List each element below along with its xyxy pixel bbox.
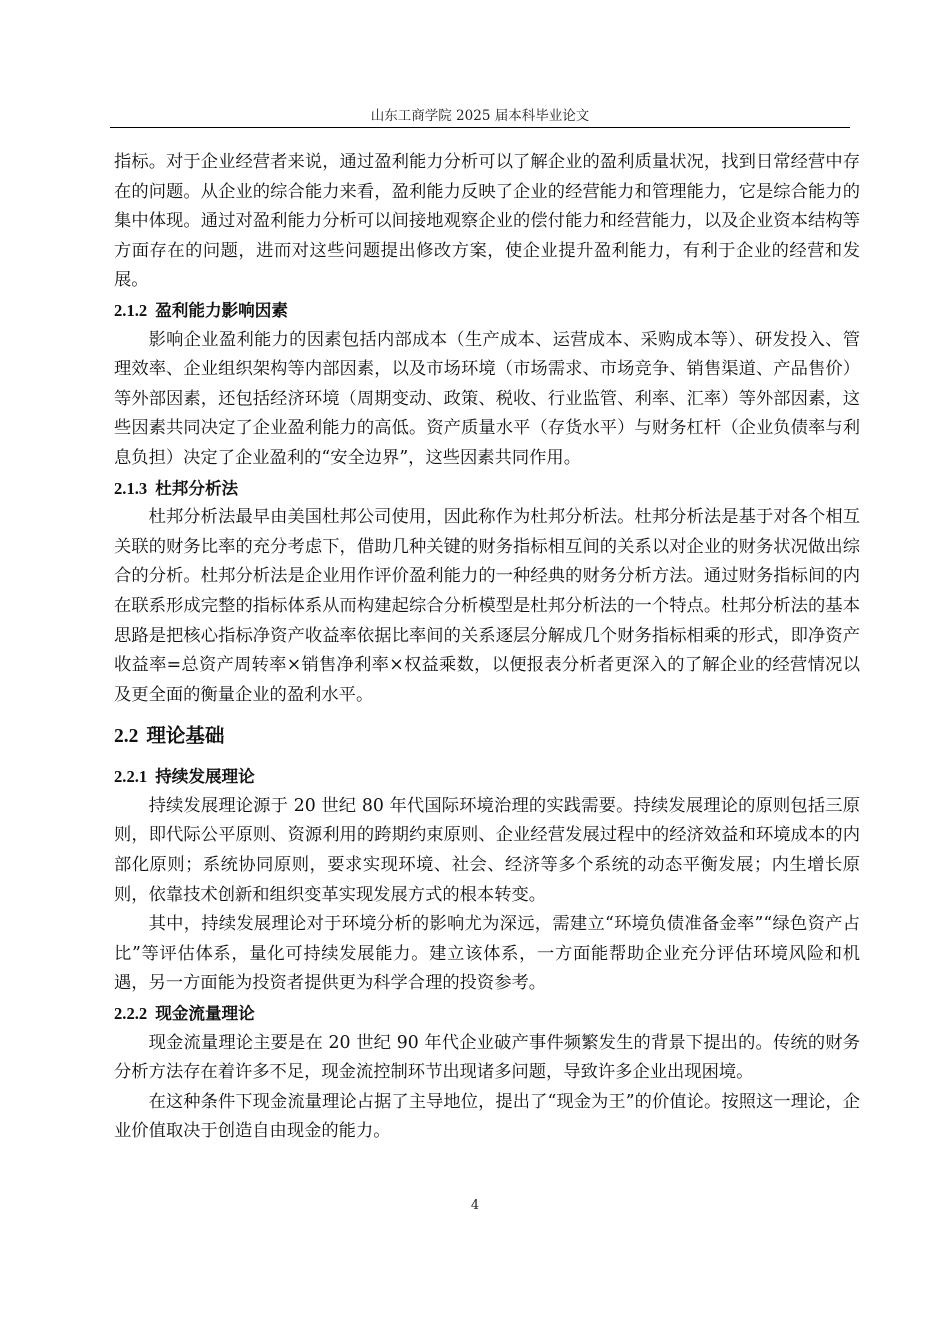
section-number: 2.1.3 — [114, 478, 148, 498]
paragraph: 杜邦分析法最早由美国杜邦公司使用，因此称作为杜邦分析法。杜邦分析法是基于对各个相互关联的财务比率的充分考虑下，借助几种关键的财务指标相互间的关系以对企业的财务状况做出综合的分析。杜邦分析法是企业用作评价盈利能力的一种经典的财务分析方法。通过财务指标间的内在联系形成完整的指标体系从而构建起综合分析模型是杜邦分析法的一个特点。杜邦分析法的基本思路是把核心指标净资产收益率依据比率间的关系逐层分解成几个财务指标相乘的形式，即净资产收益率=总资产周转率×销售净利率×权益乘数，以便报表分析者更深入的了解企业的经营情况以及更全面的衡量企业的盈利水平。 — [114, 507, 860, 705]
paragraph: 指标。对于企业经营者来说，通过盈利能力分析可以了解企业的盈利质量状况，找到日常经营中存在的问题。从企业的综合能力来看，盈利能力反映了企业的经营能力和管理能力，它是综合能力的集中体现。通过对盈利能力分析可以间接地观察企业的偿付能力和经营能力，以及企业资本结构等方面存在的问题，进而对这些问题提出修改方案，使企业提升盈利能力，有利于企业的经营和发展。 — [114, 152, 860, 291]
section-title: 杜邦分析法 — [155, 478, 239, 498]
section-heading-2-2-1 — [114, 762, 860, 792]
paragraph: 在这种条件下现金流量理论占据了主导地位，提出了“现金为王”的价值论。按照这一理论，企业价值取决于创造自由现金的能力。 — [114, 1091, 860, 1142]
section-heading-2-2-2 — [114, 999, 860, 1029]
page-body — [114, 148, 860, 1147]
section-number: 2.2.2 — [114, 1004, 148, 1024]
section-heading-2-1-2 — [114, 296, 860, 326]
section-number: 2.1.2 — [114, 300, 148, 320]
section-title: 盈利能力影响因素 — [155, 300, 288, 320]
section-title: 理论基础 — [146, 726, 225, 748]
paragraph: 现金流量理论主要是在 20 世纪 90 年代企业破产事件频繁发生的背景下提出的。传统的财务分析方法存在着许多不足，现金流控制环节出现诸多问题，导致许多企业出现困境。 — [114, 1032, 860, 1083]
section-number: 2.2 — [114, 726, 139, 748]
running-header: 山东工商学院 2025 届本科毕业论文 — [370, 108, 590, 124]
paragraph: 影响企业盈利能力的因素包括内部成本（生产成本、运营成本、采购成本等）、研发投入、管理效率、企业组织架构等内部因素，以及市场环境（市场需求、市场竞争、销售渠道、产品售价）等外部因素，还包括经济环境（周期变动、政策、税收、行业监管、利率、汇率）等外部因素，这些因素共同决定了企业盈利能力的高低。资产质量水平（存货水平）与财务杠杆（企业负债率与利息负担）决定了企业盈利的“安全边界”，这些因素共同作用。 — [114, 329, 860, 468]
section-title: 现金流量理论 — [155, 1004, 255, 1024]
section-number: 2.2.1 — [114, 767, 148, 787]
section-heading-2-2 — [114, 722, 860, 752]
paragraph: 其中，持续发展理论对于环境分析的影响尤为深远，需建立“环境负债准备金率”“绿色资产占比”等评估体系，量化可持续发展能力。建立该体系，一方面能帮助企业充分评估环境风险和机遇，另一方面能为投资者提供更为科学合理的投资参考。 — [114, 914, 860, 994]
header-rule — [110, 127, 850, 128]
section-heading-2-1-3 — [114, 474, 860, 504]
page-number: 4 — [470, 1198, 480, 1213]
paragraph: 持续发展理论源于 20 世纪 80 年代国际环境治理的实践需要。持续发展理论的原则包括三原则，即代际公平原则、资源利用的跨期约束原则、企业经营发展过程中的经济效益和环境成本的内部化原则；系统协同原则，要求实现环境、社会、经济等多个系统的动态平衡发展；内生增长原则，依靠技术创新和组织变革实现发展方式的根本转变。 — [114, 795, 860, 905]
section-title: 持续发展理论 — [155, 767, 255, 787]
